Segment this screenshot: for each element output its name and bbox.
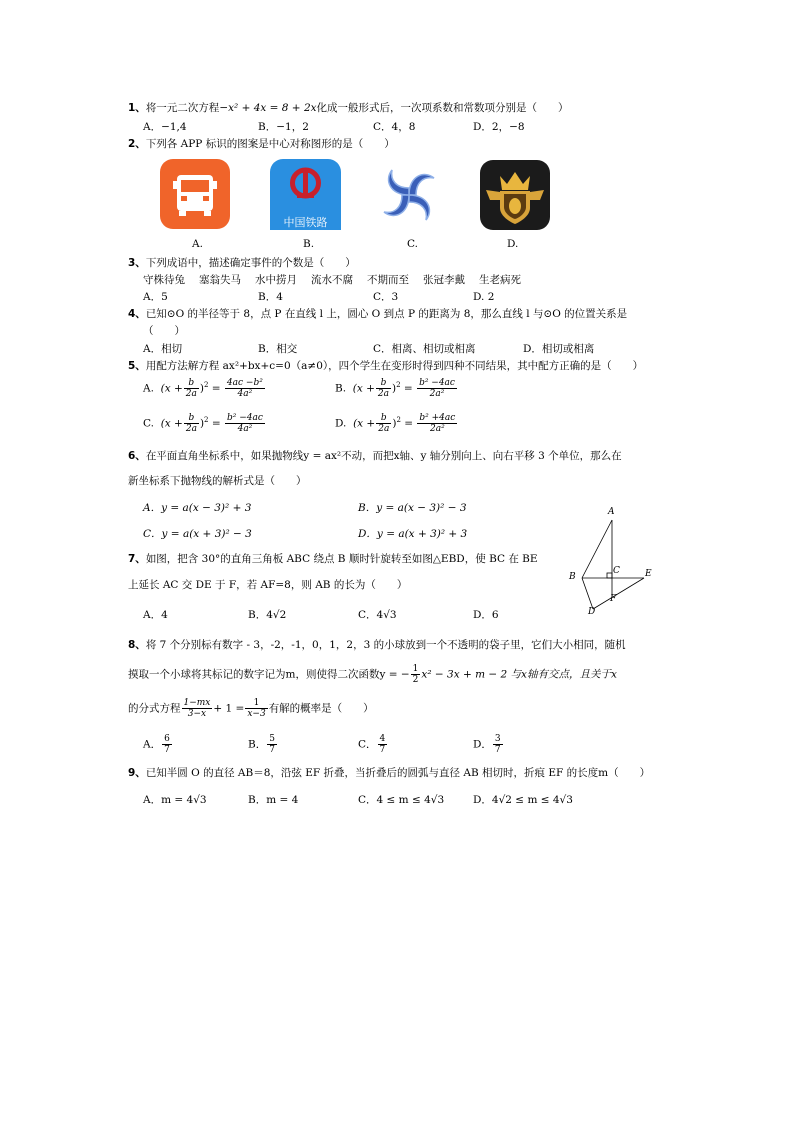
q9-option-b[interactable]: B．m = 4 [248,794,299,806]
q4-option-b[interactable]: B．相交 [258,343,298,355]
q5-lhs-den: 2a [185,389,197,399]
q1-stem-b: 化成一般形式后，一次项系数和常数项分别是（ ） [316,102,569,114]
q5-option-a[interactable]: A. (x + $\frac{b}{2a}$ )$^2$ = $\frac{\text{4ac −b²}}{\text{4a²}}$ [143,378,263,399]
q3-stem [128,256,356,270]
q8-label-a: A． [143,738,162,751]
q1-number: 1、 [128,102,146,114]
q8-stem-line2 [128,664,617,685]
q8-frac-den: 2 [412,675,419,685]
q5-lhs-num: b [376,378,391,389]
q7-number: 7、 [128,553,146,565]
q5-label-a: A. [143,382,154,395]
q8-number: 8、 [128,639,146,651]
q3-option-a[interactable]: A．5 [143,291,168,303]
q5-lhs-den: 2a [378,424,390,434]
fig-label-c: C [613,566,620,576]
q5-rhs-num: b² −4ac [227,413,263,423]
q7-stem-line2: 上延长 AC 交 DE 于 F，若 AF=8，则 AB 的长为（ ） [128,579,408,591]
bus-icon [160,159,230,229]
railway-logo-text: 中国铁路 [283,216,328,229]
fig-label-d: D [588,607,596,617]
q9-option-c[interactable]: C．4 ≤ m ≤ 4√3 [358,794,445,806]
q4-option-a[interactable]: A．相切 [143,343,183,355]
q1-option-c[interactable]: C．4，8 [373,121,416,133]
swirl-logo-icon [376,162,442,228]
q8-frac2-num: 1 [245,698,267,709]
crown-shield-icon [480,160,550,230]
q3-idiom: 生老病死 [479,274,521,286]
q7-geometry-figure [560,505,660,620]
q5-number: 5、 [128,360,146,372]
q7-stem-a: 如图，把含 30°的直角三角板 ABC 绕点 B 顺时针旋转至如图△EBD，使 BC 在 BE [145,553,538,565]
q8-stem-a: 将 7 个分别标有数字 - 3，-2，-1，0，1，2，3 的小球放到一个不透明的袋子里，它们大小相同，随机 [145,639,626,651]
q8-stem-b1: 摸取一个小球将其标记的数字记为m，则使得二次函数y = − [128,668,410,681]
q8-stem-c1: 的分式方程 [128,702,181,715]
q8-stem-c3: 有解的概率是（ ） [268,702,374,715]
q8-den: 7 [269,745,275,755]
q8-den: 7 [379,745,386,755]
q6-stem-line1 [128,449,622,463]
q8-option-b[interactable] [248,734,278,755]
q5-rhs-frac-a [225,378,265,399]
q6-option-d[interactable]: D．y = a(x + 3)² + 3 [358,528,468,540]
q8-label-d: D． [473,738,492,751]
q8-num-d: 3 [494,734,501,744]
q8-num-b: 5 [269,734,275,744]
q5-label-c: C. [143,417,154,430]
q9-stem [128,766,650,780]
q5-rhs-frac-d [417,413,457,434]
q4-number: 4、 [128,308,146,320]
q8-num-a: 6 [164,734,170,744]
crown-app-icon[interactable] [480,160,550,230]
q3-option-d[interactable]: D. 2 [473,291,495,303]
q2-stem-text: 下列各 APP 标识的图案是中心对称图形的是（ ） [145,138,395,150]
q8-frac1-num: 1−mx [183,698,211,708]
q4-stem-text: 已知⊙O 的半径等于 8，点 P 在直线 l 上，圆心 O 到点 P 的距离为 8，那么直线 l 与⊙O 的位置关系是 [145,308,628,320]
q7-option-b[interactable]: B．4√2 [248,609,287,621]
q8-label-c: C． [358,738,377,751]
q5-option-b[interactable]: B. (x + $\frac{b}{2a}$ )$^2$ = $\frac{\text{b² −4ac}}{\text{2a²}}$ [335,378,455,399]
q5-rhs-den: 2a² [429,424,445,434]
bus-app-icon[interactable] [160,159,230,229]
q1-option-a[interactable]: A．−1,4 [143,121,187,133]
q8-frac1-den: 3−x [187,709,207,719]
q5-stem-text: 用配方法解方程 ax²+bx+c=0（a≠0），四个学生在变形时得到四种不同结果，其中配方正确的是（ ） [145,360,644,372]
q8-frac2-den: x−3 [247,709,266,719]
q5-lhs-frac [376,378,391,399]
q5-lhs-den: 2a [185,424,197,434]
q3-number: 3、 [128,257,146,269]
q6-option-a[interactable]: A．y = a(x − 3)² + 3 [143,502,252,514]
q5-rhs-den: 4a² [237,389,253,399]
q5-lhs-num: b [376,413,391,424]
q8-frac-num: 1 [412,664,419,674]
q8-stem-c2: + 1 = [213,702,245,715]
q5-label-d: D. [335,417,347,430]
q4-option-d[interactable]: D．相切或相离 [523,343,595,355]
q2-caption-b: B. [303,238,315,250]
q9-stem-text: 已知半圆 O 的直径 AB＝8，沿弦 EF 折叠，当折叠后的圆弧与直径 AB 相切时，折痕 EF 的长度m（ ） [145,767,651,779]
q3-idiom: 流水不腐 [311,274,353,286]
q8-stem-b2: x² − 3x + m − 2 与x轴有交点，且关于x [421,668,617,681]
q5-option-c[interactable]: C. (x + $\frac{b}{2a}$ )$^2$ = $\frac{\text{b² −4ac}}{\text{4a²}}$ [143,413,263,434]
q6-stem-line2: 新坐标系下抛物线的解析式是（ ） [128,475,307,487]
fig-label-e: E [645,569,652,579]
q1-option-d[interactable]: D．2，−8 [473,121,525,133]
q8-stem-line3 [128,698,374,719]
q4-paren: （ ） [143,325,185,337]
q5-rhs-num: b² −4ac [419,378,455,388]
q1-equation: −x² + 4x = 8 + 2x [219,102,317,114]
railway-app-icon[interactable] [270,159,341,230]
q7-option-d[interactable]: D．6 [473,609,499,621]
q2-caption-d: D. [507,238,519,250]
q5-stem [128,359,643,373]
q2-number: 2、 [128,138,146,150]
q8-den: 7 [494,745,501,755]
swirl-app-icon[interactable] [376,162,442,228]
q2-caption-c: C. [407,238,418,250]
q5-rhs-num: b² +4ac [419,413,456,423]
q7-stem-line1 [128,552,538,566]
q3-option-c[interactable]: C．3 [373,291,399,303]
q5-rhs-den: 4a² [237,424,253,434]
q6-stem-a: 在平面直角坐标系中，如果抛物线y = ax²不动，而把x轴、y 轴分别向上、向右平移 3 个单位，那么在 [145,450,622,462]
q5-rhs-den: 2a² [429,389,445,399]
q6-option-c[interactable]: C．y = a(x + 3)² − 3 [143,528,252,540]
q5-lhs-num: b [184,413,199,424]
q5-rhs-num: 4ac −b² [226,378,263,388]
q5-lhs-num: b [184,378,199,389]
fig-label-b: B [569,572,576,582]
q2-caption-a: A. [192,238,203,250]
q8-option-d[interactable] [473,734,504,755]
q8-option-a[interactable] [143,734,173,755]
q8-den: 7 [164,745,170,755]
q9-option-a[interactable]: A．m = 4√3 [143,794,207,806]
q5-rhs-frac-c [225,413,265,434]
q1-option-b[interactable]: B．−1，2 [258,121,309,133]
q3-idiom: 不期而至 [367,274,409,286]
q3-idioms [143,273,521,287]
q5-lhs-den: 2a [377,389,389,399]
q7-option-a[interactable]: A．4 [143,609,168,621]
q1-stem-a: 将一元二次方程 [145,102,220,114]
q3-option-b[interactable]: B．4 [258,291,283,303]
q5-lhs-frac [184,413,199,434]
q5-lhs-frac [376,413,391,434]
q5-lhs-frac [184,378,199,399]
q1-stem [128,101,569,115]
q3-idiom: 守株待兔 [143,274,185,286]
q5-rhs-frac-b [417,378,457,399]
q3-idiom: 水中捞月 [255,274,297,286]
q5-label-b: B. [335,382,347,395]
q4-option-c[interactable]: C．相离、相切或相离 [373,343,476,355]
q8-stem-line1 [128,638,626,652]
q8-label-b: B． [248,738,267,751]
q5-option-d[interactable]: D. (x + $\frac{b}{2a}$ )$^2$ = $\frac{\text{b² +4ac}}{\text{2a²}}$ [335,413,456,434]
q9-option-d[interactable]: D．4√2 ≤ m ≤ 4√3 [473,794,573,806]
q8-option-c[interactable] [358,734,388,755]
q3-stem-text: 下列成语中，描述确定事件的个数是（ ） [145,257,356,269]
q7-option-c[interactable]: C．4√3 [358,609,397,621]
q8-num-c: 4 [379,734,386,744]
q6-number: 6、 [128,450,146,462]
fig-label-f: F [610,594,617,604]
q3-idiom: 塞翁失马 [199,274,241,286]
q9-number: 9、 [128,767,146,779]
q6-option-b[interactable]: B．y = a(x − 3)² − 3 [358,502,467,514]
q4-stem [128,307,627,321]
q2-stem [128,137,395,151]
q3-idiom: 张冠李戴 [423,274,465,286]
fig-label-a: A [608,507,615,517]
